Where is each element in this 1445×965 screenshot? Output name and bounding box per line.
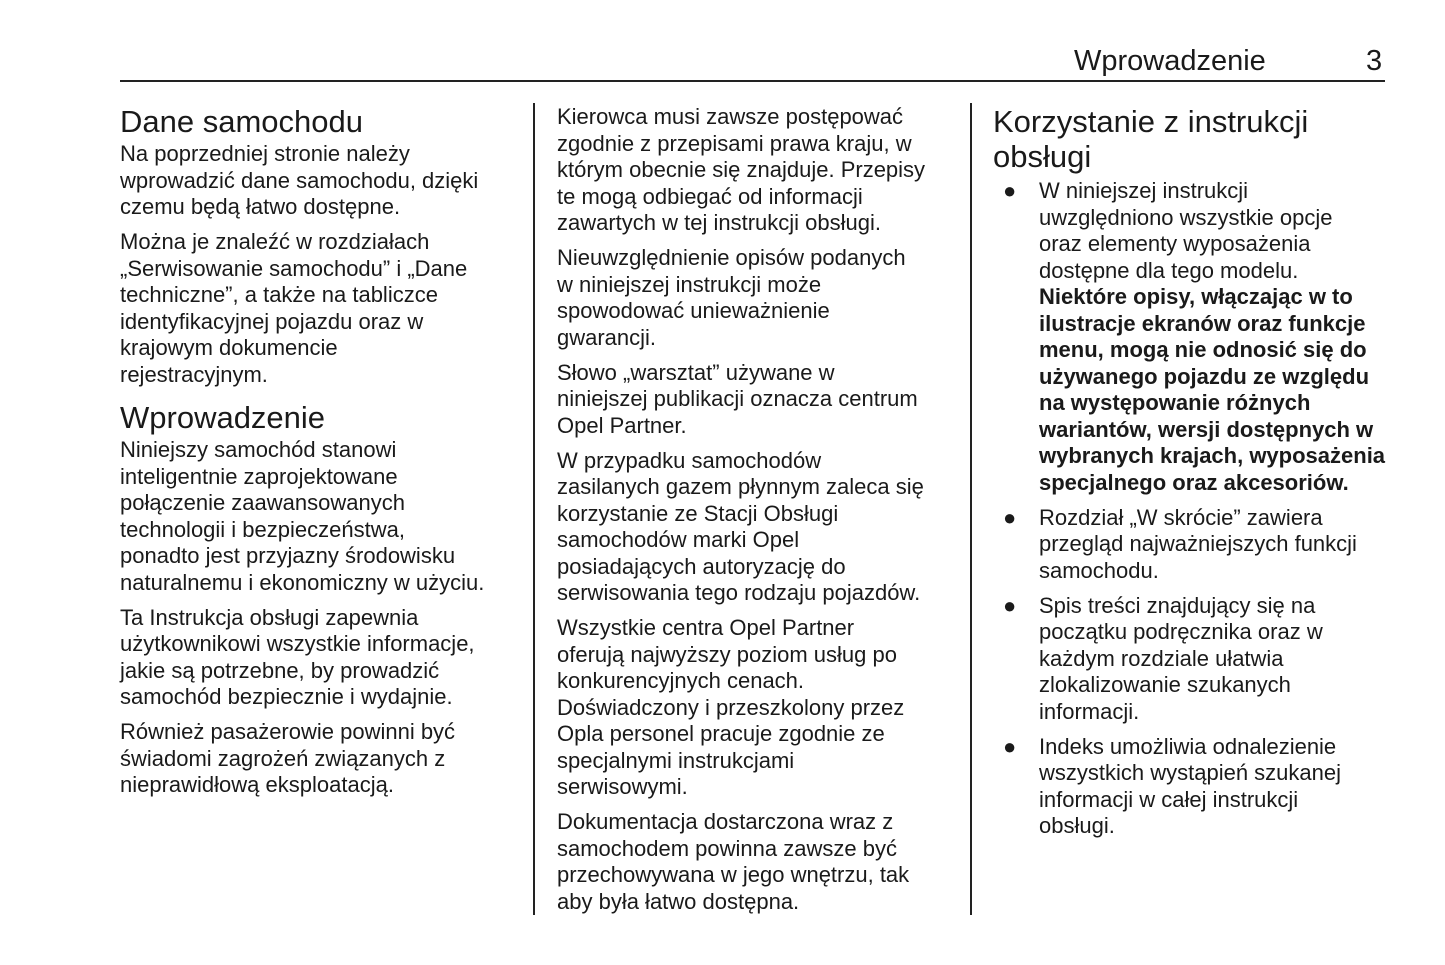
paragraph: Dokumentacja dostarczona wraz z samochodem powinna zawsze być przechowywana w jego wnętrzu, tak aby była łatwo dostępna. <box>557 809 910 914</box>
list-item-text: Indeks umożliwia odnalezienie wszystkich wystąpień szukanej informacji w całej instrukcji obsługi. <box>1039 733 1342 838</box>
list-item-text: Rozdział „W skrócie” zawiera przegląd najważniejszych funkcji samochodu. <box>1039 504 1357 583</box>
paragraph: Można je znaleźć w rozdziałach „Serwisowanie samochodu” i „Dane techniczne”, a także na tabliczce identyfikacyjnej pojazdu oraz w krajowym dokumencie rejestracyjnym. <box>120 229 468 387</box>
column-divider <box>533 103 535 915</box>
header-rule <box>120 80 1385 82</box>
list-item-text: W niniejszej instrukcji uwzględniono wszystkie opcje oraz elementy wyposażenia dostępne dla tego modelu. <box>1039 178 1333 283</box>
list-item-bold-text: Niektóre opisy, włączając w to ilustracje ekranów oraz funkcje menu, mogą nie odnosić się do używanego pojazdu ze względu na występowanie różnych wariantów, wersji dostępnych w wybranych krajach, wyposażenia specjalnego oraz akcesoriów. <box>1039 284 1386 495</box>
column-divider <box>970 103 972 915</box>
list-item <box>993 505 1393 585</box>
section-heading: Dane samochodu <box>120 104 363 139</box>
paragraph: Wszystkie centra Opel Partner oferują najwyższy poziom usług po konkurencyjnych cenach. Doświadczony i przeszkolony przez Opla personel pracuje zgodnie ze specjalnymi instrukcjami serwisowymi. <box>557 615 905 799</box>
bullet-icon: ● <box>1003 504 1017 530</box>
paragraph: Niniejszy samochód stanowi inteligentnie zaprojektowane połączenie zaawansowanych technologii i bezpieczeństwa, ponadto jest przyjazny środowisku naturalnemu i ekonomiczny w użyciu. <box>120 437 485 595</box>
bullet-icon: ● <box>1003 592 1017 618</box>
column-2 <box>557 104 957 924</box>
paragraph: Nieuwzględnienie opisów podanych w niniejszej instrukcji może spowodować unieważnienie gwarancji. <box>557 245 906 350</box>
paragraph: W przypadku samochodów zasilanych gazem płynnym zaleca się korzystanie ze Stacji Obsługi samochodów marki Opel posiadających autoryzację do serwisowania tego rodzaju pojazdów. <box>557 447 924 605</box>
running-header-title: Wprowadzenie <box>1074 45 1266 77</box>
list-item <box>993 734 1393 840</box>
paragraph: Również pasażerowie powinni być świadomi zagrożeń związanych z nieprawidłową eksploatacją. <box>120 719 456 797</box>
column-3 <box>993 104 1393 848</box>
page-number: 3 <box>1366 45 1383 77</box>
paragraph: Kierowca musi zawsze postępować zgodnie z przepisami prawa kraju, w którym obecnie się znajduje. Przepisy te mogą odbiegać od informacji zawartych w tej instrukcji obsługi. <box>557 104 926 235</box>
list-item <box>993 593 1393 726</box>
bullet-icon: ● <box>1003 733 1017 759</box>
bullet-icon: ● <box>1003 178 1017 203</box>
paragraph: Na poprzedniej stronie należy wprowadzić dane samochodu, dzięki czemu będą łatwo dostępne. <box>120 141 479 219</box>
section-heading: Korzystanie z instrukcji obsługi <box>993 104 1309 174</box>
paragraph: Słowo „warsztat” używane w niniejszej publikacji oznacza centrum Opel Partner. <box>557 359 918 438</box>
list-item-text: Spis treści znajdujący się na początku podręcznika oraz w każdym rozdziale ułatwia zlokalizowanie szukanych informacji. <box>1039 592 1323 724</box>
column-1 <box>120 104 520 807</box>
section-heading: Wprowadzenie <box>120 400 326 435</box>
paragraph: Ta Instrukcja obsługi zapewnia użytkownikowi wszystkie informacje, jakie są potrzebne, by prowadzić samochód bezpiecznie i wydajnie. <box>120 604 475 709</box>
list-item <box>993 178 1393 496</box>
bullet-list <box>993 178 1393 840</box>
